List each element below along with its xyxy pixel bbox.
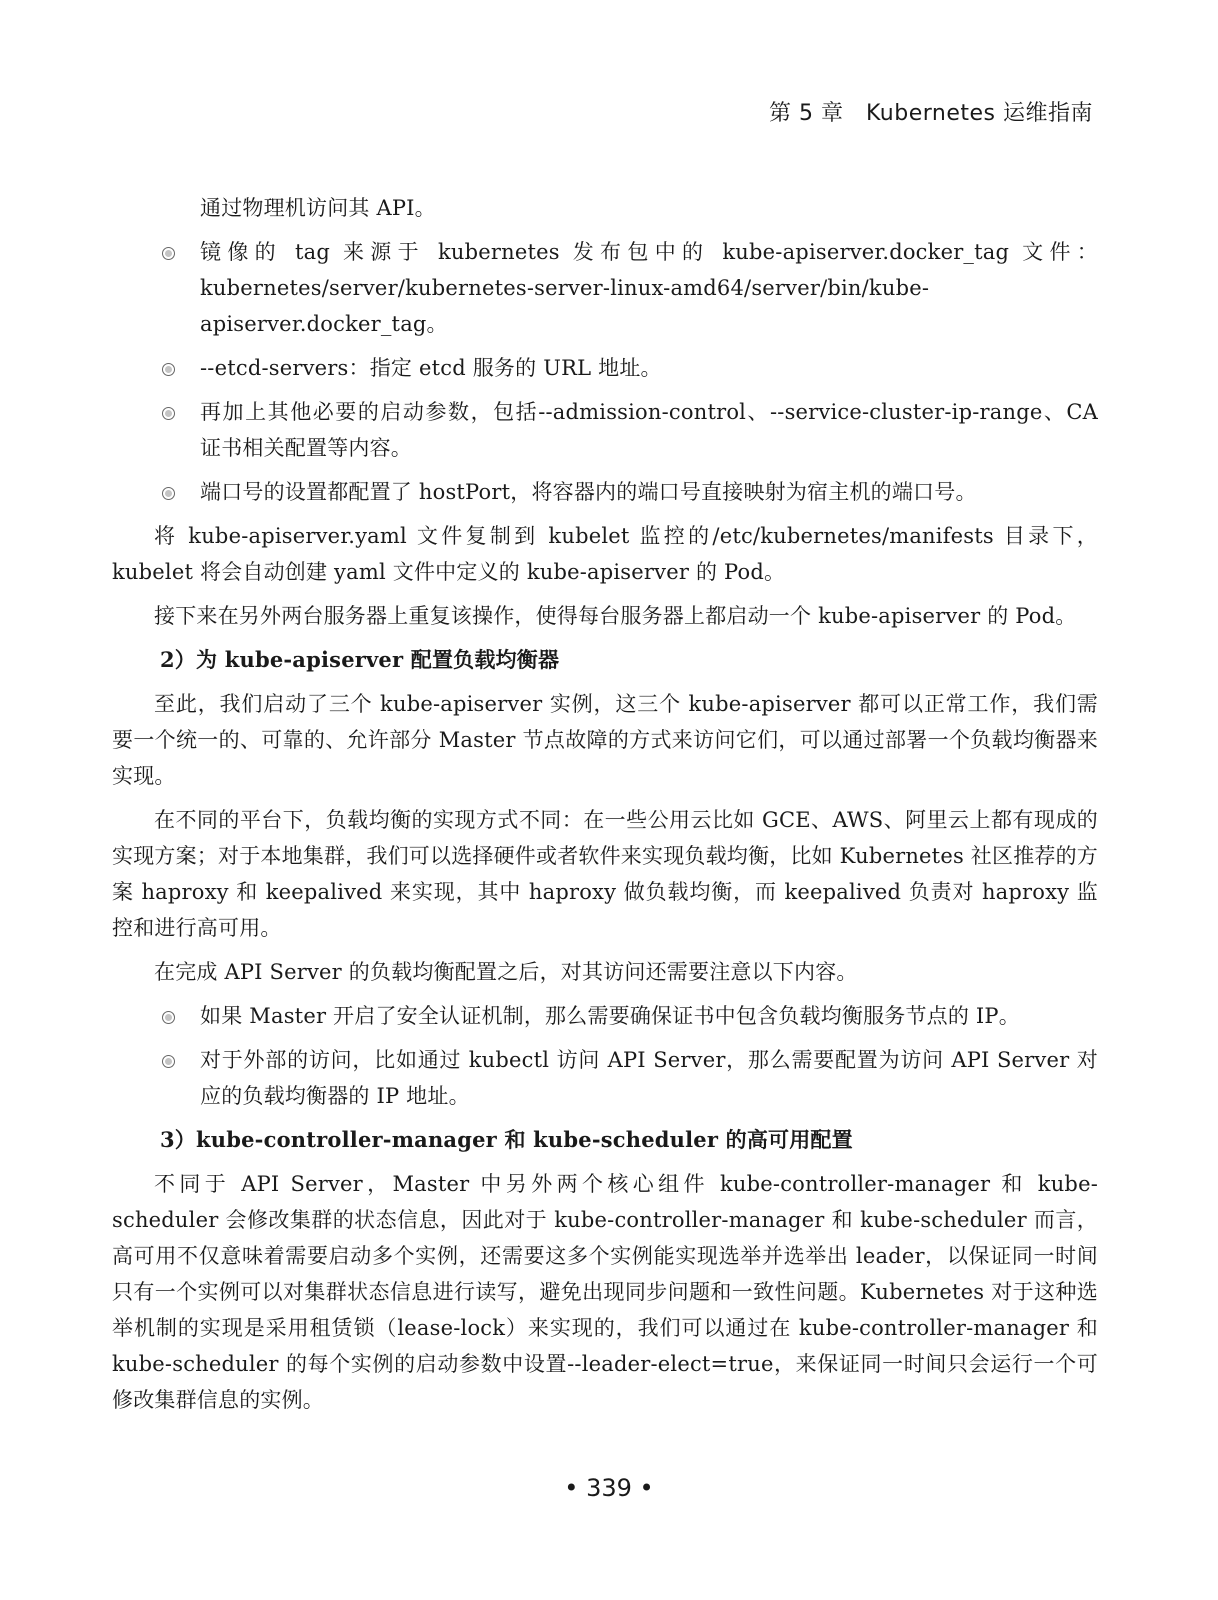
bullet-text: --etcd-servers：指定 etcd 服务的 URL 地址。 (200, 356, 662, 380)
bullet-text: 再加上其他必要的启动参数，包括--admission-control、--service-cluster-ip-range、CA 证书相关配置等内容。 (200, 400, 1098, 460)
bullet-item (112, 350, 1098, 386)
bullet-icon (162, 247, 175, 260)
bullet-icon (162, 487, 175, 500)
bullet-icon (162, 1055, 175, 1068)
bullet-icon (162, 407, 175, 420)
bullet-icon (162, 363, 175, 376)
paragraph: 在不同的平台下，负载均衡的实现方式不同：在一些公用云比如 GCE、AWS、阿里云上都有现成的实现方案；对于本地集群，我们可以选择硬件或者软件来实现负载均衡，比如 Kubernetes 社区推荐的方案 haproxy 和 keepalived 来实现，其中 haproxy 做负载均衡，而 keepalived 负责对 haproxy 监控和进行高可用。 (112, 808, 1099, 940)
bullet-text: 镜像的 tag 来源于 kubernetes 发布包中的 kube-apiserver.docker_tag 文件：kubernetes/server/kubernetes-server-linux-amd64/server/bin/kube-apiserver.docker_tag。 (200, 240, 1098, 336)
page-number: • 339 • (564, 1474, 654, 1502)
paragraph: 在完成 API Server 的负载均衡配置之后，对其访问还需要注意以下内容。 (154, 960, 858, 984)
bullet-item (112, 1042, 1098, 1114)
continuation-text: 通过物理机访问其 API。 (200, 196, 436, 220)
paragraph: 至此，我们启动了三个 kube-apiserver 实例，这三个 kube-apiserver 都可以正常工作，我们需要一个统一的、可靠的、允许部分 Master 节点故障的方式来访问它们，可以通过部署一个负载均衡器来实现。 (112, 692, 1098, 788)
bullet-text: 端口号的设置都配置了 hostPort，将容器内的端口号直接映射为宿主机的端口号。 (200, 480, 977, 504)
bullet-item (112, 234, 1098, 342)
bullet-item (112, 998, 1098, 1034)
page-body (112, 190, 1098, 1426)
bullet-icon (162, 1011, 175, 1024)
bullet-text: 如果 Master 开启了安全认证机制，那么需要确保证书中包含负载均衡服务节点的 IP。 (200, 1004, 1020, 1028)
section-heading: 2）为 kube-apiserver 配置负载均衡器 (160, 647, 560, 672)
chapter-header: 第 5 章 Kubernetes 运维指南 (768, 101, 1093, 126)
section-heading: 3）kube-controller-manager 和 kube-scheduler 的高可用配置 (160, 1127, 853, 1152)
bullet-item (112, 394, 1098, 466)
bullet-text: 对于外部的访问，比如通过 kubectl 访问 API Server，那么需要配置为访问 API Server 对应的负载均衡器的 IP 地址。 (200, 1048, 1098, 1108)
paragraph: 将 kube-apiserver.yaml 文件复制到 kubelet 监控的/etc/kubernetes/manifests 目录下，kubelet 将会自动创建 yaml 文件中定义的 kube-apiserver 的 Pod。 (112, 524, 1098, 584)
paragraph: 接下来在另外两台服务器上重复该操作，使得每台服务器上都启动一个 kube-apiserver 的 Pod。 (154, 604, 1077, 628)
bullet-item (112, 474, 1098, 510)
paragraph: 不同于 API Server，Master 中另外两个核心组件 kube-controller-manager 和 kube-scheduler 会修改集群的状态信息，因此对于 kube-controller-manager 和 kube-scheduler 而言，高可用不仅意味着需要启动多个实例，还需要这多个实例能实现选举并选举出 leader，以保证同一时间只有一个实例可以对集群状态信息进行读写，避免出现同步问题和一致性问题。Kubernetes 对于这种选举机制的实现是采用租赁锁（lease-lock）来实现的，我们可以通过在 kube-controller-manager 和 kube-scheduler 的每个实例的启动参数中设置--leader-elect=true，来保证同一时间只会运行一个可修改集群信息的实例。 (112, 1172, 1098, 1412)
